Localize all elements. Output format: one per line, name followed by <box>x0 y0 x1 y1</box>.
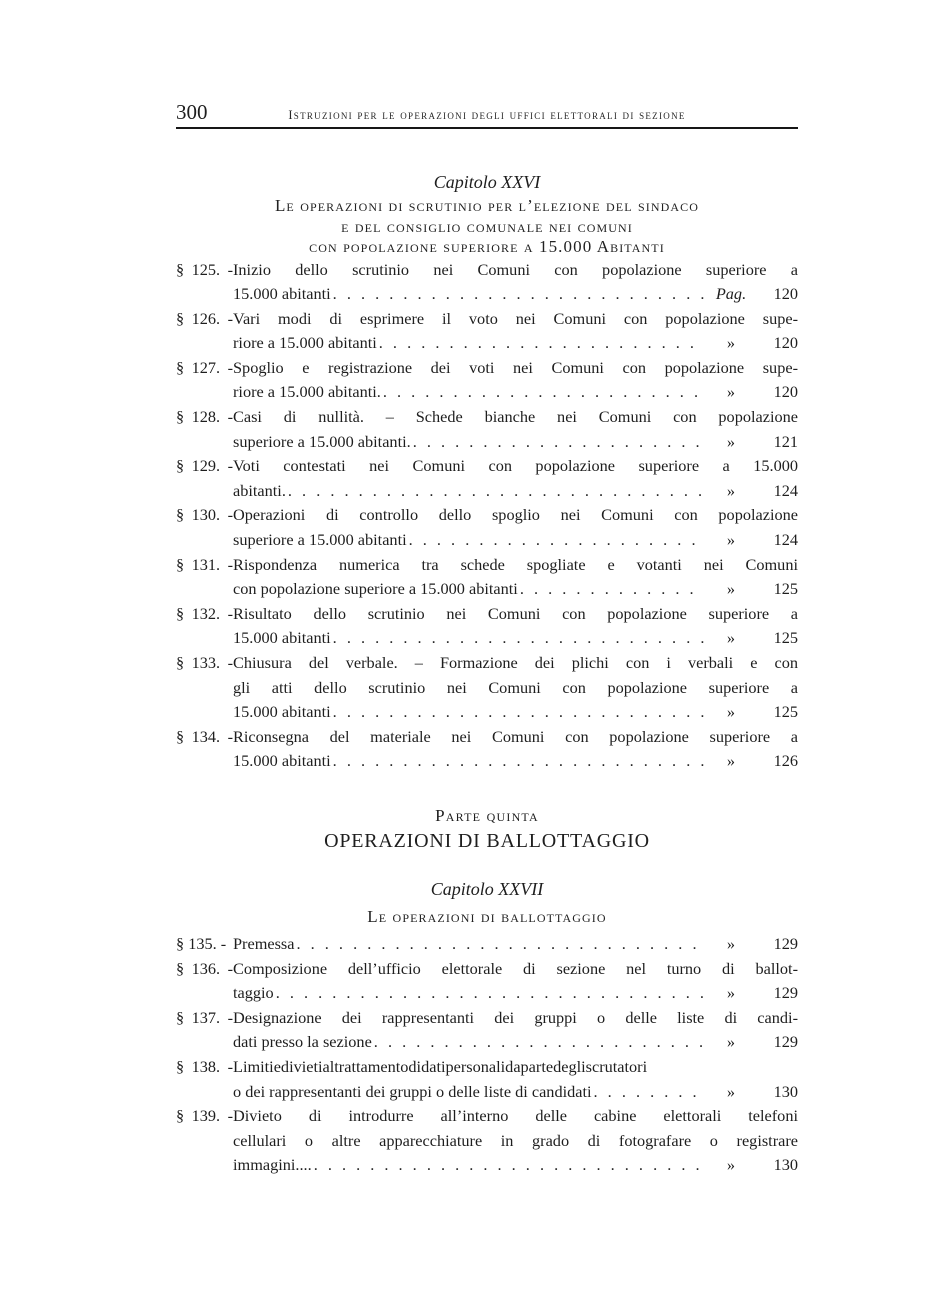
paragraph-label: § 134. - <box>176 726 233 746</box>
entry-text: Spoglio e registrazione dei voti nei Comuni con popolazione supe- <box>233 357 798 377</box>
toc-entry <box>176 957 798 1006</box>
toc-entry-line <box>176 932 798 957</box>
paragraph-label: § 139. - <box>176 1106 233 1126</box>
toc-entry-line <box>176 282 798 307</box>
page-ref-label: » <box>726 702 736 722</box>
paragraph-label: § 132. - <box>176 603 233 623</box>
entry-text: cellulari o altre apparecchiature in grado di fotografare o registrare <box>233 1130 798 1150</box>
chapter-27-subtitle-line: Le operazioni di ballottaggio <box>367 906 607 926</box>
paragraph-label: § 128. - <box>176 407 233 427</box>
toc-entry <box>176 602 798 651</box>
entry-text: Casi di nullità. – Schede bianche nei Comuni con popolazione <box>233 407 798 427</box>
page-ref-number: 129 <box>773 933 798 953</box>
toc-entry-line <box>176 957 798 982</box>
entry-text: Rispondenza numerica tra schede spogliate e votanti nei Comuni <box>233 554 798 574</box>
leader-dots <box>333 282 704 307</box>
page-ref-label: » <box>726 1155 736 1175</box>
toc-entry-line <box>176 1080 798 1105</box>
toc-entry-line <box>176 577 798 602</box>
paragraph-label: § 133. - <box>176 653 233 672</box>
leader-dots <box>520 577 704 602</box>
toc-chapter-27 <box>176 932 798 1178</box>
toc-chapter-26 <box>176 258 798 774</box>
page-ref-label: » <box>726 1032 736 1052</box>
page-ref-number: 130 <box>773 1155 798 1175</box>
page-ref-label: » <box>726 530 736 550</box>
page-ref-number: 120 <box>773 333 798 353</box>
entry-text: Chiusura del verbale. – Formazione dei plichi con i verbali e con <box>233 653 798 672</box>
toc-entry-line <box>176 405 798 430</box>
toc-entry-line <box>176 356 798 381</box>
leader-dots <box>314 1153 704 1178</box>
entry-text: o dei rappresentanti dei gruppi o delle liste di candidati <box>233 1081 592 1101</box>
toc-entry-line <box>176 553 798 578</box>
page-ref-number: 125 <box>773 628 798 648</box>
entry-text: immagini.... <box>233 1155 312 1175</box>
page-ref-number: 126 <box>773 751 798 771</box>
toc-entry-line <box>176 430 798 455</box>
toc-entry-line <box>176 307 798 332</box>
toc-entry <box>176 503 798 552</box>
paragraph-label: § 126. - <box>176 308 233 328</box>
toc-entry-line <box>176 258 798 283</box>
page-ref-label: » <box>726 751 736 771</box>
page-ref-label: » <box>726 480 736 500</box>
toc-entry-line <box>176 528 798 553</box>
entry-text: Limitiedivietialtrattamentodidatipersonalidapartedegliscrutatori <box>233 1056 648 1076</box>
chapter-26-subtitle-line: Le operazioni di scrutinio per l’elezione del sindaco <box>274 196 700 215</box>
page-ref-number: 125 <box>773 579 798 599</box>
page-ref-label: » <box>726 933 736 953</box>
toc-entry <box>176 725 798 774</box>
paragraph-label: § 138. - <box>176 1056 233 1076</box>
running-head: Istruzioni per le operazioni degli uffici elettorali di sezione <box>288 108 686 122</box>
toc-entry <box>176 356 798 405</box>
leader-dots <box>288 479 704 504</box>
page-ref-number: 130 <box>773 1081 798 1101</box>
page-ref-label: » <box>726 1081 736 1101</box>
entry-text: Vari modi di esprimere il voto nei Comuni con popolazione supe- <box>233 308 798 328</box>
entry-text: Voti contestati nei Comuni con popolazione superiore a 15.000 <box>233 456 798 476</box>
toc-entry-line <box>176 1006 798 1031</box>
toc-entry-line <box>176 626 798 651</box>
entry-text: 15.000 abitanti <box>233 628 331 648</box>
toc-entry-line <box>176 981 798 1006</box>
leader-dots <box>333 626 704 651</box>
leader-dots <box>276 981 704 1006</box>
paragraph-label: § 135. - <box>176 933 227 953</box>
page-ref-number: 125 <box>773 702 798 722</box>
toc-entry-line <box>176 1055 798 1080</box>
page-ref-label: » <box>726 628 736 648</box>
paragraph-label: § 136. - <box>176 958 233 978</box>
toc-entry-line <box>176 602 798 627</box>
toc-entry <box>176 258 798 307</box>
entry-text: Designazione dei rappresentanti dei gruppi o delle liste di candi- <box>233 1007 798 1027</box>
page-ref-number: 120 <box>773 382 798 402</box>
entry-text: 15.000 abitanti <box>233 284 331 304</box>
entry-text: 15.000 abitanti <box>233 751 331 771</box>
toc-entry <box>176 1104 798 1178</box>
page-ref-label: » <box>726 333 736 353</box>
header-rule <box>176 127 798 129</box>
toc-entry-line <box>176 1129 798 1154</box>
leader-dots <box>333 749 704 774</box>
toc-entry-line <box>176 700 798 725</box>
leader-dots <box>374 1030 704 1055</box>
entry-text: Divieto di introdurre all’interno delle cabine elettorali telefoni <box>233 1106 798 1126</box>
page-ref-label: » <box>726 983 736 1003</box>
page-ref-number: 120 <box>773 284 798 304</box>
entry-text: Composizione dell’ufficio elettorale di sezione nel turno di ballot- <box>233 958 798 978</box>
entry-text: Risultato dello scrutinio nei Comuni con popolazione superiore a <box>233 603 798 623</box>
entry-text: riore a 15.000 abitanti. <box>233 382 381 402</box>
entry-text: 15.000 abitanti <box>233 702 331 722</box>
toc-entry-line <box>176 1030 798 1055</box>
page-ref-number: 129 <box>773 1032 798 1052</box>
leader-dots <box>383 380 704 405</box>
part-5-title: OPERAZIONI DI BALLOTTAGGIO <box>324 829 650 852</box>
paragraph-label: § 130. - <box>176 505 233 525</box>
toc-entry <box>176 307 798 356</box>
entry-text: Inizio dello scrutinio nei Comuni con popolazione superiore a <box>233 259 798 279</box>
toc-entry-line <box>176 1104 798 1129</box>
part-5-label: Parte quinta <box>435 805 539 825</box>
page-ref-label: » <box>726 431 736 451</box>
page-ref-label: Pag. <box>715 284 747 304</box>
page-ref-number: 124 <box>773 480 798 500</box>
chapter-26-subtitle-line: con popolazione superiore a 15.000 Abitanti <box>309 237 665 256</box>
toc-entry-line <box>176 651 798 676</box>
page-number: 300 <box>176 100 208 124</box>
leader-dots <box>413 430 704 455</box>
toc-entry-line <box>176 503 798 528</box>
toc-entry <box>176 651 798 725</box>
leader-dots <box>594 1080 704 1105</box>
toc-entry-line <box>176 380 798 405</box>
toc-entry-line <box>176 479 798 504</box>
entry-text: con popolazione superiore a 15.000 abitanti <box>233 579 518 599</box>
leader-dots <box>379 331 704 356</box>
entry-text: Premessa <box>233 933 295 953</box>
entry-text: riore a 15.000 abitanti <box>233 333 377 353</box>
page-ref-number: 121 <box>773 431 798 451</box>
toc-entry-line <box>176 676 798 701</box>
toc-entry-line <box>176 749 798 774</box>
page-ref-number: 129 <box>773 983 798 1003</box>
chapter-27-title: Capitolo XXVII <box>430 878 544 899</box>
toc-entry <box>176 1006 798 1055</box>
page-ref-label: » <box>726 579 736 599</box>
leader-dots <box>297 932 705 957</box>
page-ref-label: » <box>726 382 736 402</box>
paragraph-label: § 131. - <box>176 554 233 574</box>
entry-text: dati presso la sezione <box>233 1032 372 1052</box>
leader-dots <box>409 528 704 553</box>
entry-text: taggio <box>233 983 274 1003</box>
paragraph-label: § 127. - <box>176 357 233 377</box>
entry-text: gli atti dello scrutinio nei Comuni con popolazione superiore a <box>233 677 798 697</box>
toc-entry <box>176 405 798 454</box>
entry-text: superiore a 15.000 abitanti <box>233 530 407 550</box>
page-ref-number: 124 <box>773 530 798 550</box>
toc-entry-line <box>176 725 798 750</box>
leader-dots <box>333 700 704 725</box>
toc-entry <box>176 454 798 503</box>
entry-text: superiore a 15.000 abitanti. <box>233 431 411 451</box>
entry-text: abitanti. <box>233 480 286 500</box>
toc-entry-line <box>176 1153 798 1178</box>
paragraph-label: § 129. - <box>176 456 233 476</box>
entry-text: Operazioni di controllo dello spoglio nei Comuni con popolazione <box>233 505 798 525</box>
toc-entry-line <box>176 454 798 479</box>
toc-entry-line <box>176 331 798 356</box>
toc-entry <box>176 1055 798 1104</box>
chapter-26-subtitle-line: e del consiglio comunale nei comuni <box>341 216 633 236</box>
toc-entry <box>176 553 798 602</box>
paragraph-label: § 137. - <box>176 1007 233 1027</box>
chapter-26-title: Capitolo XXVI <box>433 172 541 192</box>
toc-entry <box>176 932 798 957</box>
paragraph-label: § 125. - <box>176 259 233 279</box>
page-content <box>176 0 798 1178</box>
entry-text: Riconsegna del materiale nei Comuni con popolazione superiore a <box>233 726 798 746</box>
